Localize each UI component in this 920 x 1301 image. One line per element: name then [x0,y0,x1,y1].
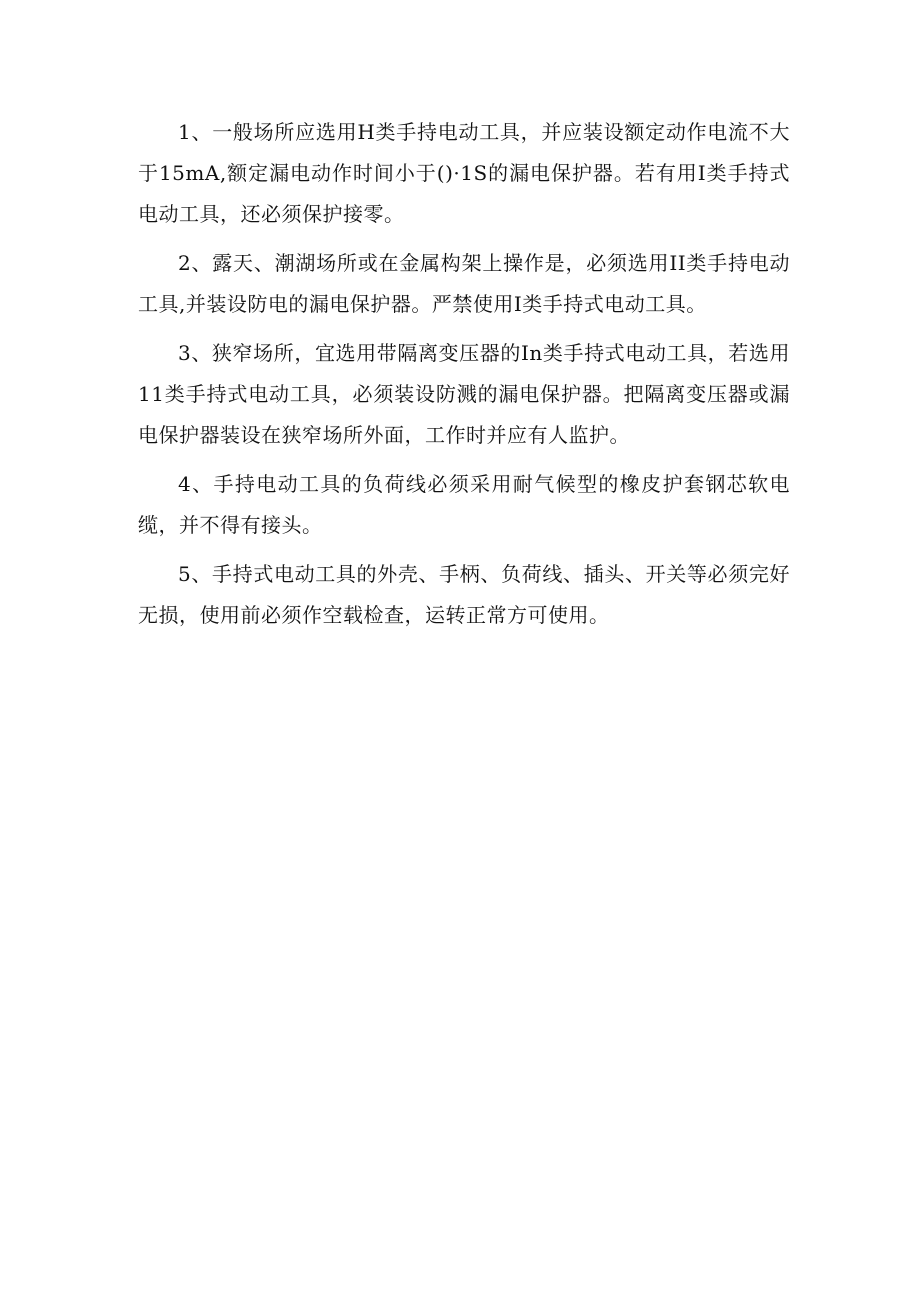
paragraph-1: 1、一般场所应选用H类手持电动工具，并应装设额定动作电流不大于15mA,额定漏电动作时间小于()·1S的漏电保护器。若有用I类手持式电动工具，还必须保护接零。 [138,120,790,226]
paragraph-2: 2、露天、潮湖场所或在金属构架上操作是，必须选用II类手持电动工具,并装设防电的漏电保护器。严禁使用I类手持式电动工具。 [138,251,790,316]
paragraph-3: 3、狭窄场所，宜选用带隔离变压器的In类手持式电动工具，若选用11类手持式电动工具，必须装设防溅的漏电保护器。把隔离变压器或漏电保护器装设在狭窄场所外面，工作时并应有人监护。 [138,341,790,447]
document-body [138,112,790,644]
paragraph-5: 5、手持式电动工具的外壳、手柄、负荷线、插头、开关等必须完好无损，使用前必须作空载检查，运转正常方可使用。 [138,562,790,627]
paragraph-4: 4、手持电动工具的负荷线必须采用耐气候型的橡皮护套钢芯软电缆，并不得有接头。 [138,472,790,537]
